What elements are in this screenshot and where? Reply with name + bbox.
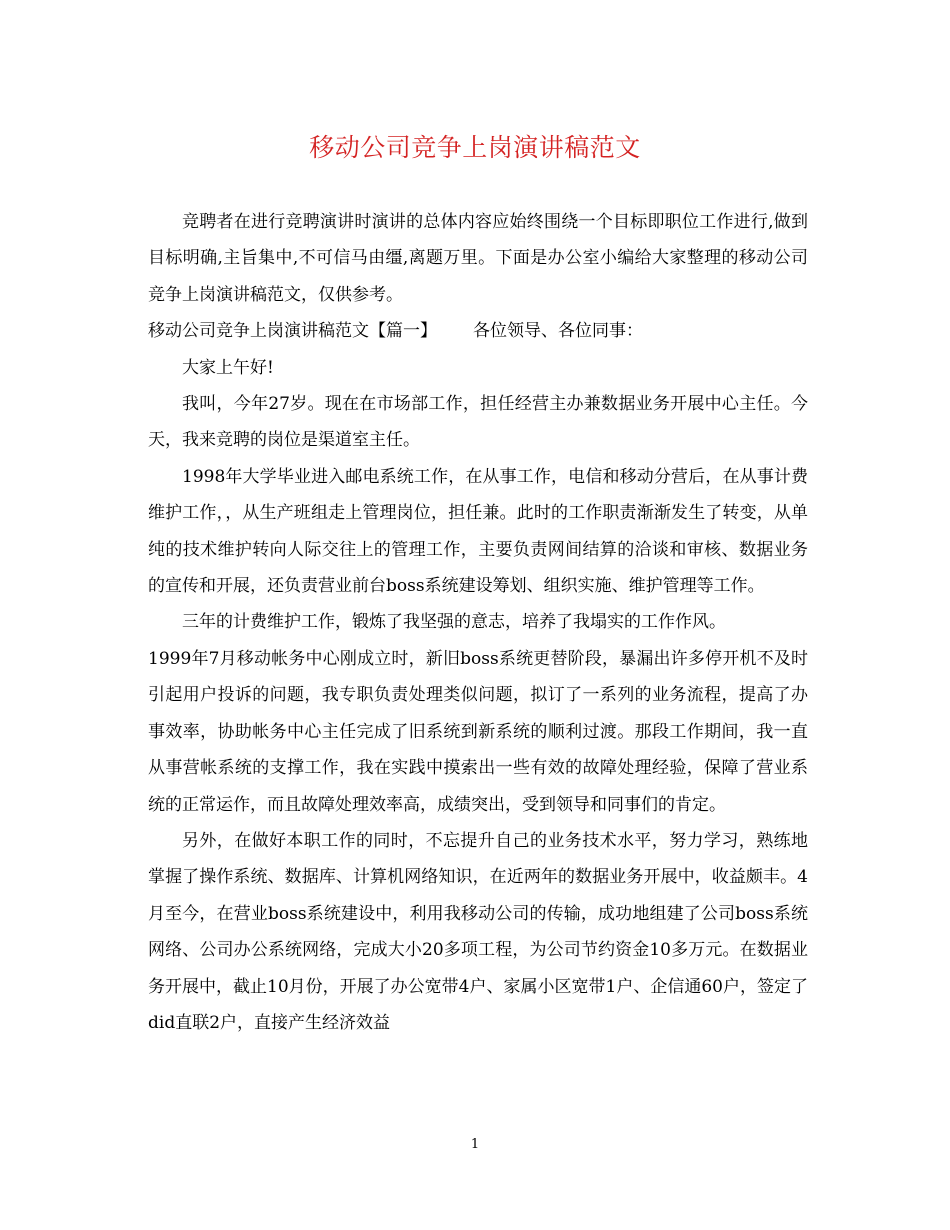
body-paragraph-5: 另外，在做好本职工作的同时，不忘提升自己的业务技术水平，努力学习，熟练地掌握了操作系统、数据库、计算机网络知识，在近两年的数据业务开展中，收益颇丰。4月至今，在营业boss系统建设中，利用我移动公司的传输，成功地组建了公司boss系统网络、公司办公系统网络，完成大小20多项工程，为公司节约资金10多万元。在数据业务开展中，截止10月份，开展了办公宽带4户、家属小区宽带1户、企信通60户，签定了did直联2户，直接产生经济效益 xyxy=(148,830,808,1033)
salutation: 各位领导、各位同事： xyxy=(473,321,643,342)
intro-paragraph: 竞聘者在进行竞聘演讲时演讲的总体内容应始终围绕一个目标即职位工作进行,做到目标明确,主旨集中,不可信马由缰,离题万里。下面是办公室小编给大家整理的移动公司竞争上岗演讲稿范文，仅供参考。 xyxy=(148,212,808,305)
body-paragraph-3: 三年的计费维护工作，锻炼了我坚强的意志，培养了我塌实的工作作风。 xyxy=(182,612,726,633)
body-paragraph-4: 1999年7月移动帐务中心刚成立时，新旧boss系统更替阶段，暴漏出许多停开机不及时引起用户投诉的问题，我专职负责处理类似问题，拟订了一系列的业务流程，提高了办事效率，协助帐务中心主任完成了旧系统到新系统的顺利过渡。那段工作期间，我一直从事营帐系统的支撑工作，我在实践中摸索出一些有效的故障处理经验，保障了营业系统的正常运作，而且故障处理效率高，成绩突出，受到领导和同事们的肯定。 xyxy=(148,648,808,815)
section-heading-line xyxy=(148,313,808,349)
document-body xyxy=(148,204,808,1041)
greeting-paragraph: 大家上午好! xyxy=(182,357,274,378)
page-number: 1 xyxy=(470,1137,480,1152)
document-title: 移动公司竞争上岗演讲稿范文 xyxy=(309,133,641,162)
body-paragraph-1: 我叫，今年27岁。现在在市场部工作，担任经营主办兼数据业务开展中心主任。今天，我来竞聘的岗位是渠道室主任。 xyxy=(148,394,808,451)
section-heading: 移动公司竞争上岗演讲稿范文【篇一】 xyxy=(148,321,437,342)
body-paragraph-2: 1998年大学毕业进入邮电系统工作，在从事工作，电信和移动分营后，在从事计费维护工作，，从生产班组走上管理岗位，担任兼。此时的工作职责渐渐发生了转变，从单纯的技术维护转向人际交往上的管理工作，主要负责网间结算的洽谈和审核、数据业务的宣传和开展，还负责营业前台boss系统建设筹划、组织实施、维护管理等工作。 xyxy=(148,466,808,597)
